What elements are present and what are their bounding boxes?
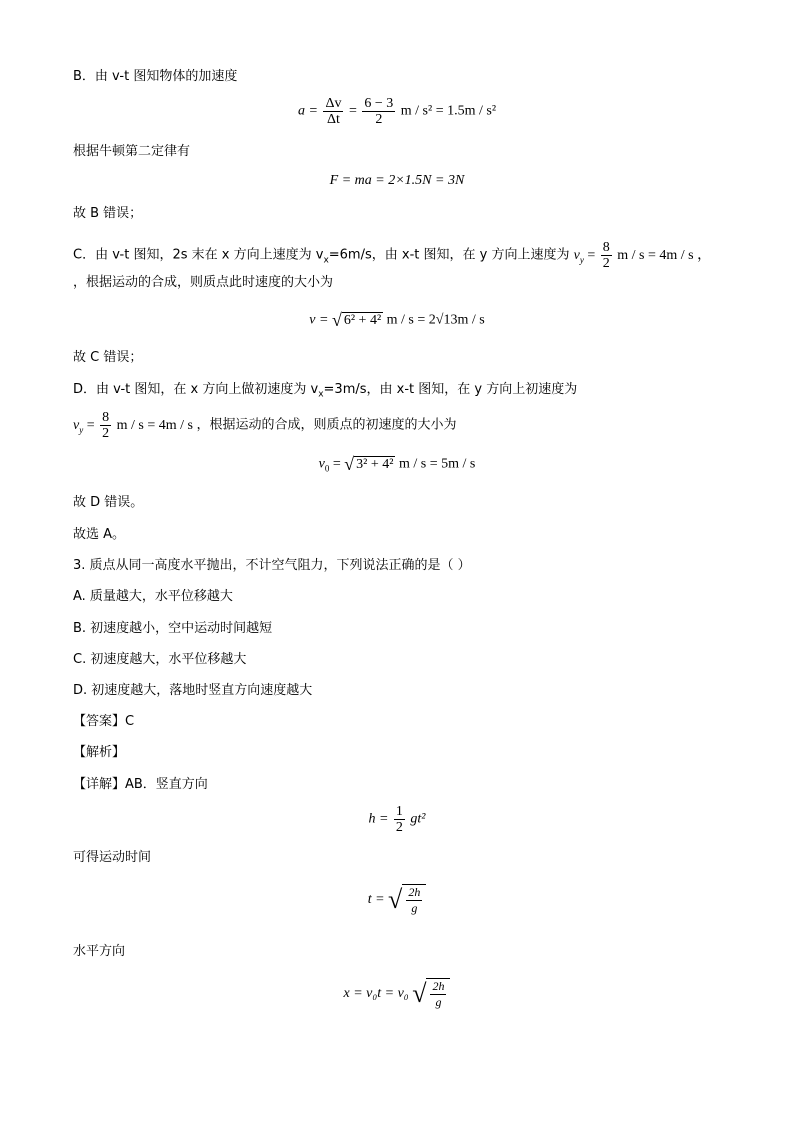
option-c-intro xyxy=(73,240,711,271)
d-sub: x xyxy=(318,389,324,400)
eq-rest: m / s = 5m / s xyxy=(398,456,476,472)
fraction xyxy=(100,410,111,441)
numerator: Δv xyxy=(325,96,342,111)
fraction xyxy=(323,96,343,127)
denominator: 2 xyxy=(102,426,110,441)
height-equation xyxy=(0,804,794,835)
option-c-combine: ，根据运动的合成，则质点此时速度的大小为 xyxy=(73,275,334,290)
acceleration-equation xyxy=(0,96,794,127)
numerator: 8 xyxy=(602,240,610,255)
d-text-c: =3m/s，由 x-t 图知，在 y 方向上初速度为 xyxy=(323,382,578,397)
eq-sign: = xyxy=(348,103,357,119)
eq-sub: y xyxy=(79,424,84,435)
eq-lhs: h = xyxy=(368,811,389,827)
radicand: 6² + 4² xyxy=(343,313,382,328)
fraction xyxy=(394,804,405,835)
denominator: g xyxy=(435,995,442,1009)
eq-rest: m / s = 2√13m / s xyxy=(386,312,485,328)
d-combine: ，根据运动的合成，则质点的初速度的大小为 xyxy=(196,417,457,433)
denominator: Δt xyxy=(326,112,340,127)
fraction xyxy=(362,96,395,127)
eq-sub: y xyxy=(579,254,584,265)
eq-sign: = xyxy=(83,417,95,433)
fraction xyxy=(430,979,446,1010)
radicand xyxy=(402,884,426,916)
fraction xyxy=(601,240,612,271)
option-d-wrong: 故 D 错误。 xyxy=(73,495,144,510)
eq-rest: m / s = 4m / s ， xyxy=(617,247,712,263)
numerator: 2h xyxy=(432,979,445,993)
c-text-c: =6m/s，由 x-t 图知，在 y 方向上速度为 xyxy=(328,247,570,263)
numerator: 6 − 3 xyxy=(364,96,394,111)
sqrt-symbol: √ 6² + 4² xyxy=(331,310,382,330)
eq-lhs: a = xyxy=(297,103,318,119)
option-d: D. 初速度越大，落地时竖直方向速度越大 xyxy=(73,683,313,698)
radicand xyxy=(426,978,450,1010)
denominator: g xyxy=(411,901,418,915)
eq-sub: 0 xyxy=(324,463,330,474)
sqrt-symbol: √ $\frac{2h}{g}$ xyxy=(412,978,450,1010)
sqrt-symbol: √ 3² + 4² xyxy=(344,454,394,474)
eq-lhs: v = xyxy=(309,312,329,328)
initial-velocity-equation xyxy=(0,454,794,475)
c-sub: x xyxy=(323,255,329,266)
option-b-intro: B．由 v-t 图知物体的加速度 xyxy=(73,69,238,84)
d-text-a: D．由 v-t 图知，在 x 方向上做初速度为 v xyxy=(73,382,319,397)
option-b-wrong: 故 B 错误； xyxy=(73,206,143,221)
numerator: 8 xyxy=(102,410,110,425)
numerator: 2h xyxy=(408,885,421,899)
denominator: 2 xyxy=(602,256,610,271)
eq-sign: = xyxy=(583,247,596,263)
choose-line: 故选 A。 xyxy=(73,527,126,542)
eq-lhs: v xyxy=(73,417,80,433)
displacement-equation xyxy=(0,978,794,1010)
option-d-vy-line xyxy=(73,410,457,441)
time-equation xyxy=(0,884,794,916)
numerator: 1 xyxy=(395,804,403,819)
newton-law-line: 根据牛顿第二定律有 xyxy=(73,144,191,159)
force-equation: F = ma = 2×1.5N = 3N xyxy=(329,173,465,188)
question-3: 3. 质点从同一高度水平抛出，不计空气阻力，下列说法正确的是（ ） xyxy=(73,558,471,573)
eq-sign: = xyxy=(329,456,341,472)
option-c: C. 初速度越大，水平位移越大 xyxy=(73,652,247,667)
vy-c-equation xyxy=(573,240,712,271)
answer-line: 【答案】C xyxy=(73,714,135,729)
detail-line: 【详解】AB．竖直方向 xyxy=(73,777,208,792)
eq-lhs: x = v₀t = v₀ xyxy=(343,986,409,1002)
option-a: A. 质量越大，水平位移越大 xyxy=(73,589,233,604)
eq-lhs: v xyxy=(573,247,580,263)
eq-rest: gt² xyxy=(410,811,426,827)
c-text-a: C．由 v-t 图知，2s 末在 x 方向上速度为 v xyxy=(73,247,324,263)
option-b: B. 初速度越小，空中运动时间越短 xyxy=(73,621,273,636)
horizontal-line: 水平方向 xyxy=(73,944,126,959)
eq-lhs: t = xyxy=(367,892,385,908)
eq-rest: m / s² = 1.5m / s² xyxy=(400,103,497,119)
option-c-wrong: 故 C 错误； xyxy=(73,350,143,365)
denominator: 2 xyxy=(395,820,403,835)
eq-rest: m / s = 4m / s xyxy=(116,417,193,433)
sqrt-symbol: √ $\frac{2h}{g}$ xyxy=(388,884,426,916)
analysis-heading: 【解析】 xyxy=(73,745,126,760)
denominator: 2 xyxy=(375,112,383,127)
radicand: 3² + 4² xyxy=(356,457,394,472)
eq-lhs: v xyxy=(318,456,325,472)
time-line: 可得运动时间 xyxy=(73,850,152,865)
fraction xyxy=(406,885,422,916)
velocity-c-equation xyxy=(0,310,794,331)
vy-d-equation xyxy=(73,410,196,441)
option-d-intro xyxy=(73,381,577,404)
